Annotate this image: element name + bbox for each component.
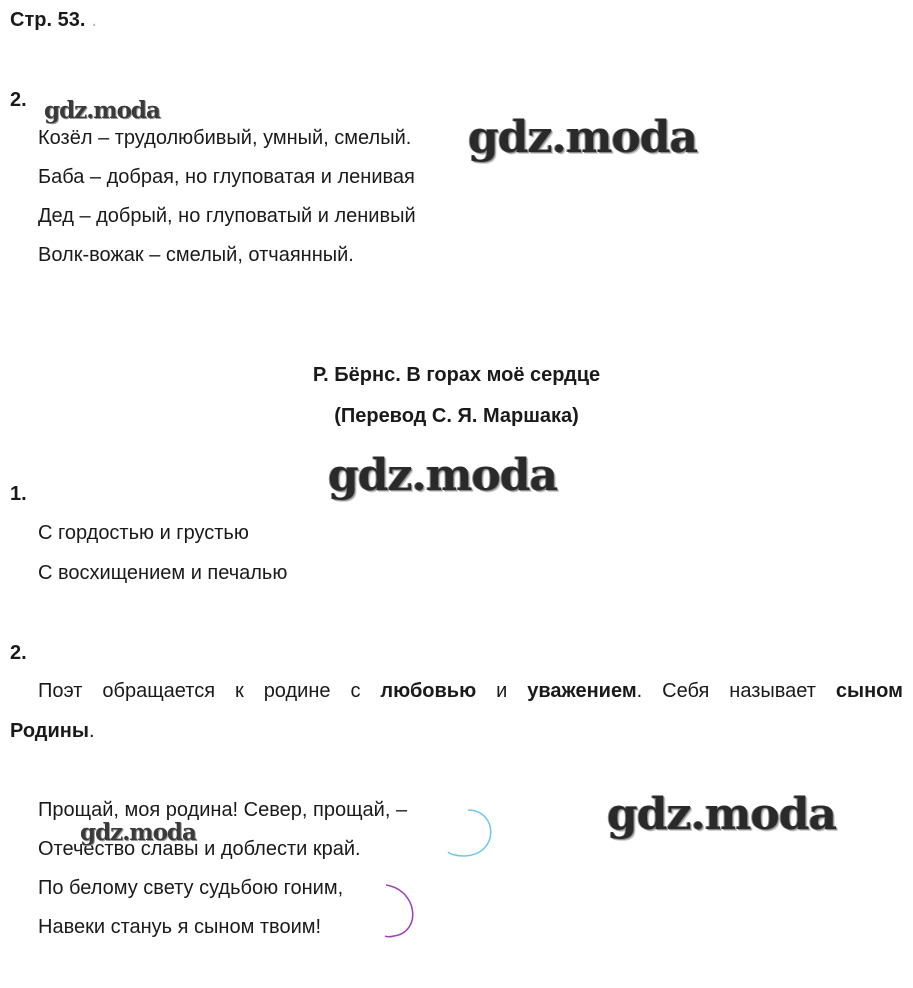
answer2-bold-love: любовью [380,680,477,702]
answer2-word: Себя [662,680,710,702]
watermark-small-bottom: gdz.moda [80,819,196,846]
answer2-bold-motherland: Родины [10,720,89,742]
section1-line-1: Козёл – трудолюбивый, умный, смелый. [38,127,412,149]
header-dot: . [91,9,97,31]
watermark-top: gdz.moda [468,112,698,163]
section1-line-4: Волк-вожак – смелый, отчаянный. [38,244,354,266]
section1-number: 2. [10,89,27,111]
answer2-end-period: . [88,720,95,742]
answer1-line-2: С восхищением и печалью [38,562,288,584]
section1-line-2: Баба – добрая, но глуповатая и ленивая [38,166,415,188]
quote-line-2: Отечество славы и доблести край. [38,838,361,860]
answer2-paragraph-line-2 [10,719,95,743]
quote-line-3: По белому свету судьбою гоним, [38,877,344,899]
answer2-word: называет [729,680,816,702]
page-number-header: Стр. 53. . [10,9,97,31]
watermark-middle: gdz.moda [328,450,558,501]
poem-title: Р. Бёрнс. В горах моё сердце [312,364,601,386]
answer2-period: . [636,680,643,702]
rhyme-arc-blue [440,800,500,862]
section1-line-3: Дед – добрый, но глуповатый и ленивый [38,205,416,227]
rhyme-arc-purple [380,880,425,942]
answer2-bold-son: сыном [835,680,903,702]
answer2-bold-respect: уважением [527,680,637,702]
poem-subtitle: (Перевод С. Я. Маршака) [334,405,579,427]
answer2-word: и [496,680,508,702]
answer2-word: с [350,680,361,702]
answer1-line-1: С гордостью и грустью [38,522,249,544]
answer2-word: обращается [102,680,216,702]
watermark-small-top: gdz.moda [44,97,160,124]
answer2-word: родине [263,680,331,702]
answer2-number: 2. [10,642,27,664]
answer2-word: к [234,680,244,702]
answer2-word: Поэт [38,680,83,702]
answer2-paragraph-line-1 [38,679,903,703]
quote-line-1: Прощай, моя родина! Север, прощай, – [38,799,408,821]
watermark-bottom: gdz.moda [607,789,837,840]
answer1-number: 1. [10,483,27,505]
quote-line-4: Навеки стануь я сыном твоим! [38,916,322,938]
